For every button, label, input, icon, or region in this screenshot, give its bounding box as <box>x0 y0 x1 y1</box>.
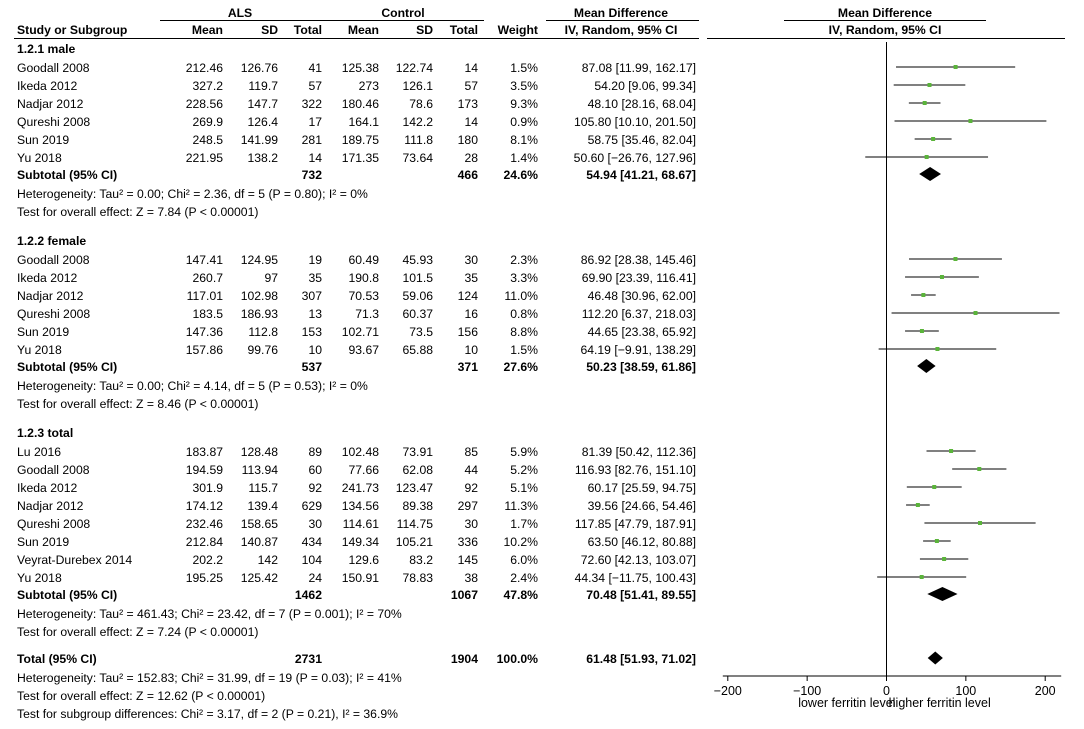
point-estimate <box>942 557 946 561</box>
study-als-mean: 228.56 <box>185 97 223 111</box>
study-name: Ikeda 2012 <box>17 79 78 93</box>
study-als-mean: 195.25 <box>185 571 223 585</box>
study-control-mean: 150.91 <box>341 571 379 585</box>
study-als-mean: 301.9 <box>192 481 223 495</box>
study-control-total: 10 <box>464 343 478 357</box>
study-name: Nadjar 2012 <box>17 289 84 303</box>
study-name: Qureshi 2008 <box>17 517 91 531</box>
subtotal-control-total: 1067 <box>450 588 478 602</box>
total-label: Total (95% CI) <box>17 652 97 666</box>
study-als-total: 434 <box>301 535 322 549</box>
subtotal-ci: 70.48 [51.41, 89.55] <box>586 588 696 602</box>
study-als-total: 14 <box>308 151 322 165</box>
study-ci: 72.60 [42.13, 103.07] <box>580 553 696 567</box>
study-als-sd: 141.99 <box>240 133 278 147</box>
point-estimate <box>925 155 929 159</box>
study-control-mean: 241.73 <box>341 481 379 495</box>
study-control-sd: 65.88 <box>402 343 433 357</box>
study-als-sd: 112.8 <box>248 325 278 339</box>
study-weight: 5.1% <box>510 481 538 495</box>
study-ci: 116.93 [82.76, 151.10] <box>574 463 696 477</box>
summary-diamond <box>928 652 943 665</box>
study-control-total: 124 <box>457 289 478 303</box>
plot-title: Mean Difference <box>837 6 933 20</box>
study-control-total: 14 <box>464 115 478 129</box>
study-als-sd: 147.7 <box>247 97 278 111</box>
study-ci: 87.08 [11.99, 162.17] <box>581 61 696 75</box>
study-als-sd: 99.76 <box>247 343 278 357</box>
study-als-sd: 140.87 <box>240 535 278 549</box>
subtotal-weight: 24.6% <box>503 168 538 182</box>
study-control-total: 30 <box>464 253 478 267</box>
point-estimate <box>949 449 953 453</box>
study-control-total: 35 <box>464 271 478 285</box>
col-header-mean-als: Mean <box>191 23 223 37</box>
study-control-mean: 125.38 <box>341 61 379 75</box>
study-als-total: 24 <box>308 571 322 585</box>
study-als-total: 629 <box>301 499 322 513</box>
study-control-total: 85 <box>464 445 478 459</box>
study-control-total: 180 <box>457 133 478 147</box>
study-weight: 9.3% <box>510 97 538 111</box>
point-estimate <box>931 137 935 141</box>
study-control-sd: 60.37 <box>402 307 433 321</box>
group-header-control: Control <box>381 6 425 20</box>
subgroup-title: 1.2.3 total <box>17 426 74 440</box>
study-control-total: 14 <box>464 61 478 75</box>
study-als-total: 307 <box>301 289 322 303</box>
total-als-total: 2731 <box>294 652 322 666</box>
study-control-mean: 114.61 <box>342 517 379 531</box>
total-ci: 61.48 [51.93, 71.02] <box>586 652 696 666</box>
study-control-sd: 89.38 <box>402 499 433 513</box>
study-als-mean: 147.36 <box>185 325 223 339</box>
study-als-total: 30 <box>308 517 322 531</box>
point-estimate <box>977 467 981 471</box>
group-header-als: ALS <box>227 6 253 20</box>
study-weight: 8.1% <box>510 133 538 147</box>
study-ci: 54.20 [9.06, 99.34] <box>594 79 696 93</box>
subtotal-als-total: 1462 <box>294 588 322 602</box>
subtotal-control-total: 371 <box>457 360 478 374</box>
study-als-sd: 126.76 <box>240 61 278 75</box>
study-weight: 1.7% <box>510 517 538 531</box>
heterogeneity-text: Heterogeneity: Tau² = 0.00; Chi² = 4.14, df = 5 (P = 0.53); I² = 0% <box>17 379 368 393</box>
subtotal-weight: 47.8% <box>503 588 538 602</box>
study-als-mean: 248.5 <box>192 133 223 147</box>
study-control-sd: 73.64 <box>402 151 433 165</box>
x-tick-label: 100 <box>955 684 977 698</box>
col-header-total-control: Total <box>449 23 478 37</box>
study-als-mean: 232.46 <box>185 517 223 531</box>
study-control-mean: 77.66 <box>348 463 379 477</box>
subtotal-control-total: 466 <box>457 168 478 182</box>
study-control-total: 28 <box>464 151 478 165</box>
overall-effect-text: Test for overall effect: Z = 7.24 (P < 0.00001) <box>17 625 259 639</box>
study-control-mean: 70.53 <box>348 289 379 303</box>
study-ci: 63.50 [46.12, 80.88] <box>587 535 696 549</box>
study-name: Yu 2018 <box>17 343 62 357</box>
study-control-total: 297 <box>457 499 478 513</box>
study-name: Qureshi 2008 <box>17 115 91 129</box>
study-weight: 5.9% <box>510 445 538 459</box>
col-header-mean-control: Mean <box>347 23 379 37</box>
point-estimate <box>954 65 958 69</box>
study-als-mean: 194.59 <box>185 463 223 477</box>
x-axis-label-left: lower ferritin level <box>798 696 896 710</box>
study-ci: 117.85 [47.79, 187.91] <box>574 517 696 531</box>
study-control-mean: 60.49 <box>348 253 379 267</box>
study-name: Sun 2019 <box>17 535 70 549</box>
summary-diamond <box>917 359 935 373</box>
study-control-total: 44 <box>464 463 478 477</box>
total-weight: 100.0% <box>496 652 538 666</box>
study-control-mean: 149.34 <box>341 535 379 549</box>
subtotal-ci: 50.23 [38.59, 61.86] <box>586 360 696 374</box>
col-header-sd-als: SD <box>261 23 278 37</box>
group-header-md: Mean Difference <box>573 6 669 20</box>
subtotal-label: Subtotal (95% CI) <box>17 588 118 602</box>
point-estimate <box>940 275 944 279</box>
point-estimate <box>932 485 936 489</box>
study-als-total: 89 <box>308 445 322 459</box>
study-als-mean: 212.84 <box>185 535 223 549</box>
x-tick-label: 200 <box>1034 684 1056 698</box>
study-als-sd: 138.2 <box>247 151 278 165</box>
point-estimate <box>920 329 924 333</box>
study-als-sd: 142 <box>257 553 278 567</box>
heterogeneity-text: Heterogeneity: Tau² = 0.00; Chi² = 2.36, df = 5 (P = 0.80); I² = 0% <box>17 187 368 201</box>
study-name: Goodall 2008 <box>17 61 90 75</box>
overall-effect-text: Test for overall effect: Z = 7.84 (P < 0.00001) <box>17 205 259 219</box>
study-control-sd: 62.08 <box>402 463 433 477</box>
study-als-mean: 183.87 <box>185 445 223 459</box>
total-overall-effect-text: Test for overall effect: Z = 12.62 (P < 0.00001) <box>17 689 266 703</box>
study-control-sd: 114.75 <box>396 517 433 531</box>
study-als-total: 322 <box>301 97 322 111</box>
study-control-sd: 126.1 <box>402 79 433 93</box>
subtotal-label: Subtotal (95% CI) <box>17 168 118 182</box>
study-als-sd: 113.94 <box>241 463 278 477</box>
study-weight: 1.4% <box>510 151 538 165</box>
study-als-mean: 221.95 <box>185 151 223 165</box>
point-estimate <box>974 311 978 315</box>
study-weight: 1.5% <box>510 61 538 75</box>
subgroup-differences-text: Test for subgroup differences: Chi² = 3.17, df = 2 (P = 0.21), I² = 36.9% <box>17 707 398 721</box>
study-als-total: 57 <box>308 79 322 93</box>
study-control-mean: 164.1 <box>348 115 379 129</box>
study-ci: 48.10 [28.16, 68.04] <box>587 97 696 111</box>
study-als-mean: 327.2 <box>192 79 223 93</box>
col-header-weight: Weight <box>497 23 538 37</box>
study-als-sd: 119.7 <box>248 79 278 93</box>
summary-diamond <box>927 587 957 601</box>
heterogeneity-text: Heterogeneity: Tau² = 461.43; Chi² = 23.42, df = 7 (P = 0.001); I² = 70% <box>17 607 402 621</box>
study-als-total: 19 <box>308 253 322 267</box>
study-control-mean: 129.6 <box>348 553 379 567</box>
study-weight: 11.3% <box>504 499 538 513</box>
study-ci: 81.39 [50.42, 112.36] <box>581 445 696 459</box>
study-control-mean: 93.67 <box>348 343 379 357</box>
study-weight: 8.8% <box>510 325 538 339</box>
study-control-mean: 71.3 <box>355 307 379 321</box>
study-weight: 10.2% <box>503 535 538 549</box>
study-als-sd: 139.4 <box>247 499 278 513</box>
study-control-sd: 78.6 <box>409 97 433 111</box>
study-control-mean: 273 <box>358 79 379 93</box>
study-als-total: 41 <box>308 61 322 75</box>
col-header-sd-control: SD <box>416 23 433 37</box>
total-control-total: 1904 <box>450 652 478 666</box>
study-control-sd: 73.5 <box>409 325 433 339</box>
study-name: Yu 2018 <box>17 151 62 165</box>
study-control-total: 92 <box>464 481 478 495</box>
point-estimate <box>920 575 924 579</box>
study-weight: 2.3% <box>510 253 538 267</box>
col-header-study: Study or Subgroup <box>17 23 128 37</box>
study-als-sd: 102.98 <box>240 289 278 303</box>
subtotal-weight: 27.6% <box>503 360 538 374</box>
study-als-sd: 115.7 <box>248 481 278 495</box>
point-estimate <box>923 101 927 105</box>
study-control-total: 38 <box>464 571 478 585</box>
study-name: Sun 2019 <box>17 325 70 339</box>
study-als-mean: 147.41 <box>185 253 223 267</box>
point-estimate <box>916 503 920 507</box>
study-name: Ikeda 2012 <box>17 271 78 285</box>
study-ci: 44.65 [23.38, 65.92] <box>587 325 696 339</box>
subtotal-label: Subtotal (95% CI) <box>17 360 118 374</box>
study-name: Veyrat-Durebex 2014 <box>17 553 133 567</box>
study-control-sd: 122.74 <box>395 61 433 75</box>
study-als-sd: 126.4 <box>247 115 278 129</box>
study-control-sd: 105.21 <box>395 535 433 549</box>
study-control-total: 16 <box>464 307 478 321</box>
point-estimate <box>935 539 939 543</box>
study-name: Lu 2016 <box>17 445 62 459</box>
point-estimate <box>921 293 925 297</box>
study-name: Sun 2019 <box>17 133 70 147</box>
subgroup-title: 1.2.2 female <box>17 234 87 248</box>
study-name: Nadjar 2012 <box>17 97 84 111</box>
study-weight: 5.2% <box>510 463 538 477</box>
study-als-total: 60 <box>308 463 322 477</box>
study-als-sd: 124.95 <box>240 253 278 267</box>
study-control-mean: 189.75 <box>341 133 379 147</box>
study-als-total: 104 <box>301 553 322 567</box>
study-als-mean: 183.5 <box>192 307 223 321</box>
overall-effect-text: Test for overall effect: Z = 8.46 (P < 0.00001) <box>17 397 259 411</box>
study-control-sd: 83.2 <box>409 553 433 567</box>
subtotal-als-total: 732 <box>301 168 322 182</box>
study-name: Yu 2018 <box>17 571 62 585</box>
study-als-sd: 125.42 <box>240 571 278 585</box>
study-name: Nadjar 2012 <box>17 499 84 513</box>
x-axis-label-right: higher ferritin level <box>888 696 991 710</box>
study-als-mean: 202.2 <box>192 553 223 567</box>
study-control-total: 156 <box>457 325 478 339</box>
study-als-mean: 212.46 <box>185 61 223 75</box>
study-control-total: 145 <box>457 553 478 567</box>
subtotal-als-total: 537 <box>301 360 322 374</box>
study-als-sd: 128.48 <box>240 445 278 459</box>
study-control-mean: 102.71 <box>341 325 379 339</box>
study-als-mean: 157.86 <box>185 343 223 357</box>
study-weight: 3.5% <box>510 79 538 93</box>
study-ci: 105.80 [10.10, 201.50] <box>574 115 696 129</box>
study-als-mean: 269.9 <box>192 115 223 129</box>
point-estimate <box>935 347 939 351</box>
study-control-sd: 123.47 <box>395 481 433 495</box>
plot-subtitle: IV, Random, 95% CI <box>828 23 942 37</box>
point-estimate <box>928 83 932 87</box>
study-als-total: 10 <box>308 343 322 357</box>
study-control-mean: 134.56 <box>341 499 379 513</box>
study-ci: 58.75 [35.46, 82.04] <box>587 133 696 147</box>
study-als-total: 153 <box>301 325 322 339</box>
point-estimate <box>968 119 972 123</box>
point-estimate <box>978 521 982 525</box>
study-ci: 39.56 [24.66, 54.46] <box>587 499 696 513</box>
x-tick-label: 0 <box>883 684 890 698</box>
study-control-sd: 45.93 <box>402 253 433 267</box>
summary-diamond <box>919 167 941 181</box>
study-weight: 1.5% <box>510 343 538 357</box>
study-weight: 6.0% <box>510 553 538 567</box>
study-als-mean: 174.12 <box>185 499 223 513</box>
study-als-total: 92 <box>308 481 322 495</box>
point-estimate <box>953 257 957 261</box>
study-als-sd: 97 <box>264 271 278 285</box>
study-weight: 11.0% <box>504 289 538 303</box>
study-control-mean: 180.46 <box>341 97 379 111</box>
total-heterogeneity-text: Heterogeneity: Tau² = 152.83; Chi² = 31.99, df = 19 (P = 0.03); I² = 41% <box>17 671 402 685</box>
col-header-md-subtitle: IV, Random, 95% CI <box>564 23 678 37</box>
study-ci: 46.48 [30.96, 62.00] <box>587 289 696 303</box>
study-control-sd: 142.2 <box>402 115 433 129</box>
study-control-total: 30 <box>464 517 478 531</box>
study-name: Goodall 2008 <box>17 253 90 267</box>
study-weight: 2.4% <box>510 571 538 585</box>
study-control-sd: 73.91 <box>402 445 433 459</box>
study-als-sd: 186.93 <box>240 307 278 321</box>
study-control-sd: 59.06 <box>402 289 433 303</box>
col-header-total-als: Total <box>293 23 322 37</box>
study-control-sd: 111.8 <box>404 133 433 147</box>
x-tick-label: −200 <box>713 684 742 698</box>
study-name: Goodall 2008 <box>17 463 90 477</box>
study-weight: 3.3% <box>510 271 538 285</box>
study-weight: 0.9% <box>510 115 538 129</box>
study-control-total: 57 <box>464 79 478 93</box>
study-ci: 69.90 [23.39, 116.41] <box>581 271 696 285</box>
study-als-total: 35 <box>308 271 322 285</box>
subgroup-title: 1.2.1 male <box>17 42 76 56</box>
study-control-total: 173 <box>457 97 478 111</box>
study-ci: 86.92 [28.38, 145.46] <box>580 253 696 267</box>
study-als-total: 17 <box>308 115 322 129</box>
study-control-mean: 171.35 <box>341 151 379 165</box>
study-als-sd: 158.65 <box>240 517 278 531</box>
study-ci: 60.17 [25.59, 94.75] <box>587 481 696 495</box>
study-weight: 0.8% <box>510 307 538 321</box>
study-name: Ikeda 2012 <box>17 481 78 495</box>
study-ci: 112.20 [6.37, 218.03] <box>581 307 696 321</box>
study-als-total: 13 <box>308 307 322 321</box>
study-control-sd: 78.83 <box>402 571 433 585</box>
study-control-sd: 101.5 <box>402 271 433 285</box>
study-control-mean: 190.8 <box>348 271 379 285</box>
subtotal-ci: 54.94 [41.21, 68.67] <box>586 168 696 182</box>
study-ci: 64.19 [−9.91, 138.29] <box>580 343 696 357</box>
study-ci: 44.34 [−11.75, 100.43] <box>574 571 696 585</box>
study-als-total: 281 <box>301 133 322 147</box>
study-als-mean: 260.7 <box>192 271 223 285</box>
study-ci: 50.60 [−26.76, 127.96] <box>573 151 696 165</box>
study-control-total: 336 <box>457 535 478 549</box>
study-als-mean: 117.01 <box>186 289 223 303</box>
study-name: Qureshi 2008 <box>17 307 91 321</box>
study-control-mean: 102.48 <box>341 445 379 459</box>
x-tick-label: −100 <box>793 684 822 698</box>
